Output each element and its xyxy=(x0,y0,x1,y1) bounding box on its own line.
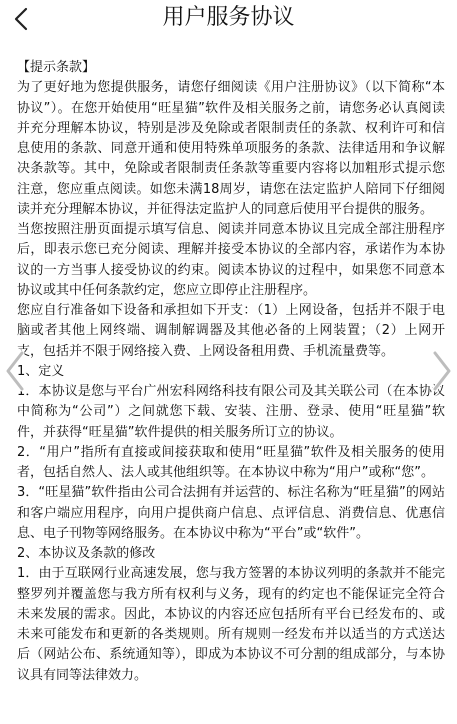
agreement-content[interactable] xyxy=(17,58,445,686)
section-heading-modification: 2、本协议及条款的修改 xyxy=(17,546,156,561)
page-title: 用户服务协议 xyxy=(162,5,295,30)
section-heading-definitions: 1、定义 xyxy=(17,363,65,379)
section-heading-prompt: 【提示条款】 xyxy=(17,60,96,75)
chevron-right-icon xyxy=(431,349,453,393)
paragraph-equipment: 您应自行准备如下设备和承担如下开支：（1）上网设备，包括并不限于电脑或者其他上网终端、调制解调器及其他必备的上网装置；（2）上网开支，包括并不限于网络接入费、上网设备租用费、手机流量费等。 xyxy=(17,303,445,359)
carousel-next-button[interactable] xyxy=(429,346,455,396)
paragraph-definition-1: 1．本协议是您与平台广州宏科网络科技有限公司及其关联公司（在本协议中简称为“公司”）之间就您下载、安装、注册、登录、使用“旺星猫”软件，并获得“旺星猫”软件提供的相关服务所订立的协议。 xyxy=(17,384,445,440)
carousel-prev-button[interactable] xyxy=(2,346,28,396)
paragraph-intro: 为了更好地为您提供服务，请您仔细阅读《用户注册协议》（以下简称“本协议”）。在您开始使用“旺星猫”软件及相关服务之前，请您务必认真阅读并充分理解本协议，特别是涉及免除或者限制责任的条款、权利许可和信息使用的条款、同意开通和使用特殊单项服务的条款、法律适用和争议解决条款等。其中，免除或者限制责任条款等重要内容将以加粗形式提示您注意，您应重点阅读。如您未满18周岁，请您在法定监护人陪同下仔细阅读并充分理解本协议，并征得法定监护人的同意后使用平台提供的服务。 xyxy=(17,80,445,217)
paragraph-modification-1: 1．由于互联网行业高速发展，您与我方签署的本协议列明的条款并不能完整罗列并覆盖您与我方所有权利与义务，现有的约定也不能保证完全符合未来发展的需求。因此，本协议的内容还应包括所有平台已经发布的、或未来可能发布和更新的各类规则。所有规则一经发布并以适当的方式送达后（网站公布、系统通知等），即成为本协议不可分割的组成部分，与本协议具有同等法律效力。 xyxy=(17,566,445,683)
paragraph-definition-2: 2．“用户”指所有直接或间接获取和使用“旺星猫”软件及相关服务的使用者，包括自然人、法人或其他组织等。在本协议中称为“用户”或称“您”。 xyxy=(17,444,445,480)
paragraph-definition-3: 3．“旺星猫”软件指由公司合法拥有并运营的、标注名称为“旺星猫”的网站和客户端应用程序，向用户提供商户信息、点评信息、消费信息、优惠信息、电子刊物等网络服务。在本协议中称为“平台”或“软件”。 xyxy=(17,485,445,541)
chevron-left-icon xyxy=(4,349,26,393)
top-bar xyxy=(0,0,457,40)
paragraph-acceptance: 当您按照注册页面提示填写信息、阅读并同意本协议且完成全部注册程序后，即表示您已充分阅读、理解并接受本协议的全部内容，承诺作为本协议的一方当事人接受协议的约束。阅读本协议的过程中，如果您不同意本协议或其中任何条款约定，您应立即停止注册程序。 xyxy=(17,222,445,298)
